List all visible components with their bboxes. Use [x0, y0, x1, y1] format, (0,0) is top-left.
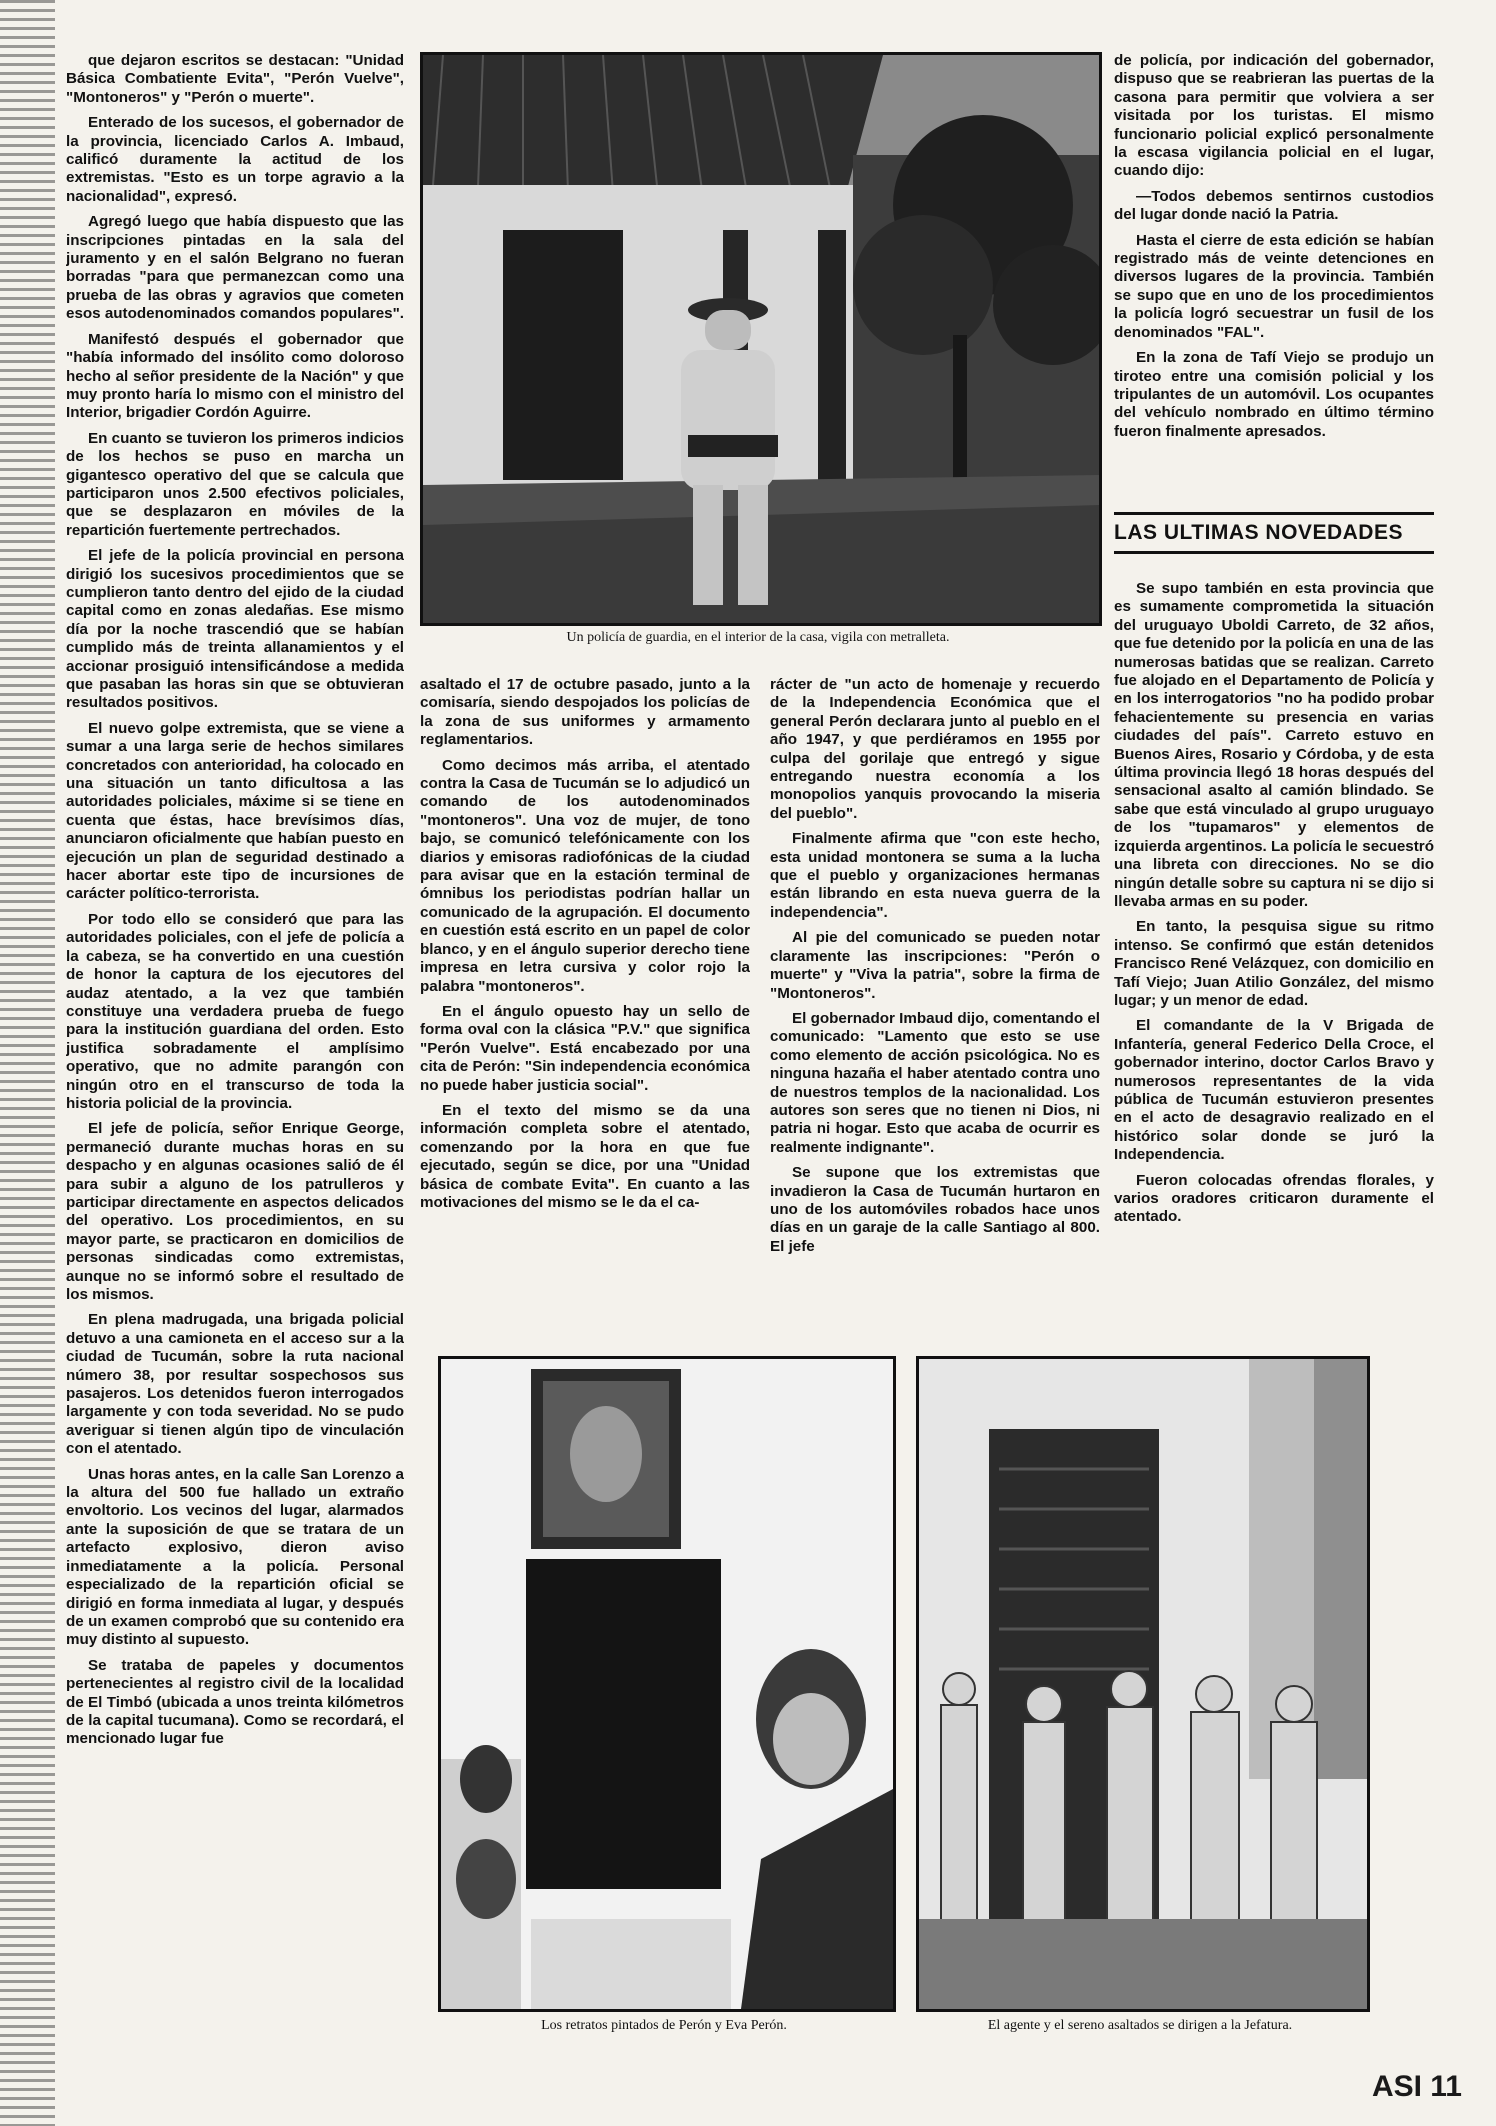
paragraph: Enterado de los sucesos, el gobernador de la provincia, licenciado Carlos A. Imbaud, calificó duramente la actitud de los extremistas. "Esto es un torpe agravio a la nacionalidad", expresó. [66, 114, 404, 205]
paragraph: El gobernador Imbaud dijo, comentando el comunicado: "Lamento que esto se use como elemento de acción psicológica. No es ninguna hazaña el haber atentado contra uno de nuestros templos de la nacionalidad. Los autores son seres que no tienen ni Dios, ni patria ni hogar. Esto que acaba de ocurrir es realmente indignante". [770, 1009, 1100, 1156]
paragraph: Como decimos más arriba, el atentado contra la Casa de Tucumán se lo adjudicó un comando de los autodenominados "montoneros". Una voz de mujer, de tono bajo, se comunicó telefónicamente con los diarios y emisoras radiofónicas de la ciudad para avisar que en la estación terminal de ómnibus los periodistas podrían hallar un comunicado de la agrupación. El documento en cuestión está escrito en un papel de color blanco, y en el ángulo superior derecho tiene impresa en letra cursiva y color rojo la palabra "montoneros". [420, 756, 750, 995]
paragraph: En tanto, la pesquisa sigue su ritmo intenso. Se confirmó que están detenidos Francisco René Velázquez, con domicilio en Tafí Viejo; Juan Atilio González, del mismo lugar; y un menor de edad. [1114, 918, 1434, 1009]
paragraph: El jefe de la policía provincial en persona dirigió los sucesivos procedimientos que se cumplieron tanto dentro del ejido de la ciudad capital como en zonas aledañas. Ese mismo día por la noche trascendió que se habían cumplido más de treinta allanamientos y el accionar prosiguió intensificándose a medida que pasaban las horas sin que se obtuvieran resultados positivos. [66, 547, 404, 712]
article-column-3 [770, 676, 1100, 1326]
paragraph: —Todos debemos sentirnos custodios del lugar donde nació la Patria. [1114, 187, 1434, 224]
scanned-page-edge [0, 0, 55, 2126]
paragraph: Por todo ello se consideró que para las autoridades policiales, con el jefe de policía a la cabeza, se ha convertido en una cuestión de honor la captura de los ejecutores del audaz atentado, a la vez que también constituye una verdadera prueba de fuego para la institución guardiana del orden. Esto justifica sobradamente el amplísimo operativo, que no admite parangón con ningún otro en el transcurso de toda la historia policial de la provincia. [66, 910, 404, 1112]
paragraph: rácter de "un acto de homenaje y recuerdo de la Independencia Económica que el general Perón declarara junto al pueblo en el año 1947, y que perdiéramos en 1955 por culpa del gorilaje que entregó y sigue entregando nuestra economía a los monopolios yanquis provocando la miseria del pueblo". [770, 676, 1100, 822]
paragraph: de policía, por indicación del gobernador, dispuso que se reabrieran las puertas de la casona para permitir que volviera a ser visitada por los turistas. El mismo funcionario policial explicó personalmente la escasa vigilancia policial en el lugar, cuando dijo: [1114, 52, 1434, 180]
paragraph: Hasta el cierre de esta edición se habían registrado más de veinte detenciones en diversos lugares de la provincia. También se supo que en uno de los procedimientos la policía logró secuestrar un fusil de los denominados "FAL". [1114, 231, 1434, 341]
page-folio: ASI 11 [1371, 2070, 1462, 2103]
photo-agent-and-watchman [916, 1356, 1370, 2012]
paragraph: Al pie del comunicado se pueden notar claramente las inscripciones: "Perón o muerte" y "Viva la patria", sobre la firma de "Montoneros". [770, 929, 1100, 1002]
photo-agents-graphic [919, 1359, 1367, 2009]
paragraph: Se trataba de papeles y documentos pertenecientes al registro civil de la localidad de El Timbó (ubicada a unos treinta kilómetros de la capital tucumana). Como se recordará, el mencionado lugar fue [66, 1656, 404, 1748]
paragraph: Agregó luego que había dispuesto que las inscripciones pintadas en la sala del juramento y en el salón Belgrano no fueran borradas "para que permanezcan como una prueba de las obras y agravios que cometen esos autodenominados comandos populares". [66, 213, 404, 323]
paragraph: Se supo también en esta provincia que es sumamente comprometida la situación del uruguayo Uboldi Carreto, de 32 años, que fue detenido por la policía en una de las numerosas batidas que se realizan. Carreto fue alojado en el Departamento de Policía y en los interrogatorios "no ha podido probar fehacientemente su presencia en varias ciudades del país". Carreto estuvo en Buenos Aires, Rosario y Córdoba, y de esta última provincia llegó 18 horas después del sensacional asalto al camión blindado. Se sabe que está vinculado al grupo uruguayo de los "tupamaros" y elementos de izquierda argentinos. La policía le secuestró una libreta con direcciones. No se dio ningún detalle sobre su captura ni se dijo si llevaba armas en su poder. [1114, 580, 1434, 910]
paragraph: En plena madrugada, una brigada policial detuvo a una camioneta en el acceso sur a la ciudad de Tucumán, sobre la ruta nacional número 38, por resultar sospechosos sus pasajeros. Los detenidos fueron interrogados largamente y con toda severidad. No se pudo averiguar si tienen algún tipo de vinculación con el atentado. [66, 1311, 404, 1458]
article-column-2 [420, 676, 750, 1326]
paragraph: Unas horas antes, en la calle San Lorenzo a la altura del 500 fue hallado un extraño envoltorio. Los vecinos del lugar, alarmados ante la suposición de que se tratara de un artefacto explosivo, dieron aviso inmediatamente a la policía. Personal especializado de la repartición oficial se dirigió en forma inmediata al lugar, y después de un examen comprobó que su contenido era muy distinto al supuesto. [66, 1465, 404, 1649]
photo-portraits-graphic [441, 1359, 893, 2009]
paragraph: Manifestó después el gobernador que "había informado del insólito como doloroso hecho al señor presidente de la Nación" y que muy pronto haría lo mismo con el ministro del Interior, brigadier Cordón Aguirre. [66, 330, 404, 422]
paragraph: Finalmente afirma que "con este hecho, esta unidad montonera se suma a la lucha que el pueblo y organizaciones hermanas están librando en esta nueva guerra de la independencia". [770, 830, 1100, 921]
paragraph: En cuanto se tuvieron los primeros indicios de los hechos se puso en marcha un gigantesco operativo del que se calcula que participaron unos 2.500 efectivos policiales, que se desplazaron en móviles de la repartición fuertemente pertrechados. [66, 429, 404, 539]
photo-guard-graphic [423, 55, 1099, 623]
photo-bottom-left-caption: Los retratos pintados de Perón y Eva Perón. [541, 2018, 787, 2033]
paragraph: En el texto del mismo se da una información completa sobre el atentado, comenzando por la hora en que fue ejecutado, según se dice, por una "Unidad básica de combate Evita". En cuanto a las motivaciones del mismo se le da el ca- [420, 1101, 750, 1211]
paragraph: Fueron colocadas ofrendas florales, y varios oradores criticaron duramente el atentado. [1114, 1171, 1434, 1226]
paragraph: En el ángulo opuesto hay un sello de forma oval con la clásica "P.V." que significa "Perón Vuelve". Está encabezado por una cita de Perón: "Sin independencia económica no puede haber justicia social". [420, 1002, 750, 1094]
photo-bottom-right-caption: El agente y el sereno asaltados se dirigen a la Jefatura. [987, 2018, 1293, 2033]
paragraph: El nuevo golpe extremista, que se viene a sumar a una larga serie de hechos similares concretados con anterioridad, ha colocado en una situación un tanto dificultosa a las autoridades policiales, máxime si se tiene en cuenta que éstas, hace brevísimos días, anunciaron oficialmente que habían puesto en ejecución un plan de seguridad destinado a hacer abortar este tipo de incursiones de carácter político-terrorista. [66, 719, 404, 903]
paragraph: En la zona de Tafí Viejo se produjo un tiroteo entre una comisión policial y los tripulantes de un automóvil. Los ocupantes del vehículo nombrado en último término fueron finalmente apresados. [1114, 349, 1434, 440]
paragraph: que dejaron escritos se destacan: "Unidad Básica Combatiente Evita", "Perón Vuelve", "Montoneros" y "Perón o muerte". [66, 52, 404, 106]
paragraph: asaltado el 17 de octubre pasado, junto a la comisaría, siendo despojados los policías de la zona de sus uniformes y armamento reglamentarios. [420, 676, 750, 749]
photo-guard-in-house [420, 52, 1102, 626]
article-column-4-top [1114, 52, 1434, 492]
paragraph: Se supone que los extremistas que invadieron la Casa de Tucumán hurtaron en uno de los automóviles robados hace unos días en un garaje de la calle Santiago al 800. El jefe [770, 1164, 1100, 1255]
paragraph: El jefe de policía, señor Enrique George, permaneció durante muchas horas en su despacho y en algunas ocasiones salió de él para subir a alguno de los patrulleros y participar directamente en aspectos delicados del operativo. Los procedimientos, en su mayor parte, se practicaron en domicilios de personas sindicadas como extremistas, aunque no se informó sobre el resultado de los mismos. [66, 1120, 404, 1303]
photo-painted-portraits [438, 1356, 896, 2012]
photo-top-caption: Un policía de guardia, en el interior de la casa, vigila con metralleta. [566, 630, 950, 645]
section-title: LAS ULTIMAS NOVEDADES [1114, 512, 1434, 554]
article-column-4-bottom [1114, 580, 1434, 1340]
article-column-1 [66, 52, 404, 2040]
paragraph: El comandante de la V Brigada de Infantería, general Federico Della Croce, el gobernador interino, doctor Carlos Bravo y numerosos representantes de la vida pública de Tucumán estuvieron presentes en el acto de desagravio realizado en el histórico solar donde se juró la Independencia. [1114, 1017, 1434, 1164]
